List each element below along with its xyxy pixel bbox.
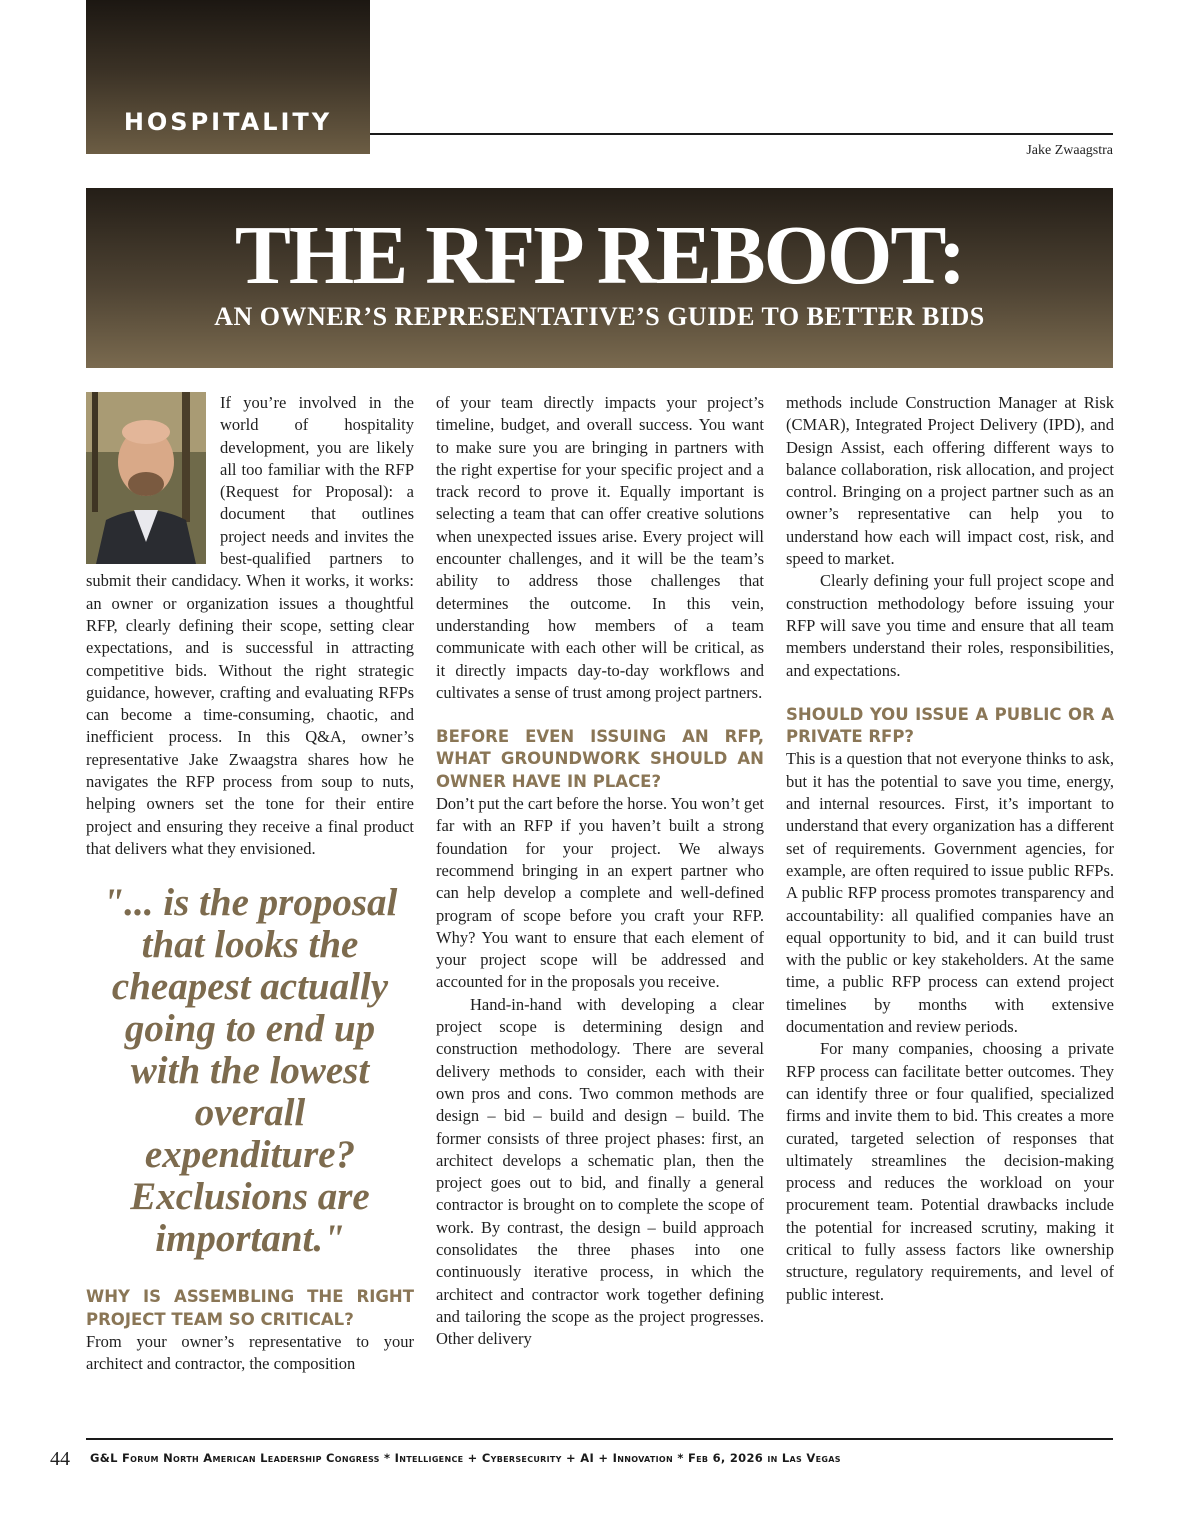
answer-paragraph: of your team directly impacts your project’s timeline, budget, and overall success. You want to make sure you are bringing in partners with the right expertise for your specific project and a track record to prove it. Equally important is selecting a team that can offer creative solutions when unexpected issues arise. Every project will encounter challenges, and it will be the team’s ability to address those challenges that determines the outcome. In this vein, understanding how members of a team communicate with each other will be critical, as it directly impacts day-to-day workflows and cultivates a sense of trust among project partners.: [436, 393, 764, 702]
answer-paragraph: methods include Construction Manager at Risk (CMAR), Integrated Project Delivery (IPD), and Design Assist, each offering different ways to balance collaboration, risk allocation, and project control. Bringing on a project partner such as an owner’s representative can help you to understand how each will impact cost, risk, and speed to market.: [786, 393, 1114, 569]
author-byline: Jake Zwaagstra: [1026, 143, 1113, 158]
answer-paragraph: This is a question that not everyone thinks to ask, but it has the potential to save you time, energy, and internal resources. First, it’s important to understand that every organization has a different set of requirements. Government agencies, for example, are often required to issue public RFPs. A public RFP process promotes transparency and accountability: all qualified companies have an equal opportunity to bid, and it can build trust with the public or key stakeholders. At the same time, a public RFP process can extend project timelines by months with extensive documentation and review periods.: [786, 749, 1114, 1037]
question-heading-3: SHOULD YOU ISSUE A PUBLIC OR A PRIVATE RFP?: [786, 704, 1114, 747]
column-1: [86, 392, 414, 1375]
page-number: 44: [50, 1448, 70, 1470]
footer-text: G&L Forum North American Leadership Congress * Intelligence + Cybersecurity + AI + Innovation * Feb 6, 2026 in Las Vegas: [90, 1451, 841, 1465]
title-banner: [86, 188, 1113, 368]
article-title: THE RFP REBOOT:: [234, 209, 965, 302]
answer-paragraph: From your owner’s representative to your architect and contractor, the composition: [86, 1331, 414, 1374]
answer-paragraph: Clearly defining your full project scope and construction methodology before issuing your RFP will save you time and ensure that all team members understand their roles, responsibilities, and expectations.: [786, 571, 1114, 680]
column-3: [786, 392, 1114, 1306]
author-photo: [86, 392, 206, 564]
column-2: [436, 392, 764, 1350]
article-subtitle: AN OWNER’S REPRESENTATIVE’S GUIDE TO BETTER BIDS: [214, 302, 985, 331]
footer-rule: [86, 1438, 1113, 1440]
pull-quote: "... is the proposal that looks the cheapest actually going to end up with the lowest overall expenditure? Exclusions are important.": [102, 881, 398, 1261]
answer-paragraph: For many companies, choosing a private RFP process can facilitate better outcomes. They can identify three or four qualified, specialized firms and invite them to bid. This creates a more curated, targeted selection of responses that ultimately streamlines the decision-making process and reduces the workload on your procurement team. Potential drawbacks include the potential for increased scrutiny, making it critical to fully assess factors like ownership structure, regulatory requirements, and level of public interest.: [786, 1039, 1114, 1304]
question-heading-2: BEFORE EVEN ISSUING AN RFP, WHAT GROUNDWORK SHOULD AN OWNER HAVE IN PLACE?: [436, 727, 764, 791]
answer-paragraph: Hand-in-hand with developing a clear project scope is determining design and construction methodology. There are several delivery methods to consider, each with their own pros and cons. Two common methods are design – bid – build and design – build. The former consists of three project phases: first, an architect develops a schematic plan, then the project goes out to bid, and finally a general contractor is brought on to complete the scope of work. By contrast, the design – build approach consolidates the three phases into one continuously iterative process, in which the architect and contractor work together defining and tailoring the scope as the project progresses. Other delivery: [436, 994, 764, 1349]
question-heading-1: WHY IS ASSEMBLING THE RIGHT PROJECT TEAM SO CRITICAL?: [86, 1287, 414, 1329]
header-rule: [370, 133, 1113, 135]
answer-paragraph: Don’t put the cart before the horse. You won’t get far with an RFP if you haven’t built a strong foundation for your project. We always recommend bringing in an expert partner who can help develop a complete and well-defined program of scope before you craft your RFP. Why? You want to ensure that each element of your project scope will be addressed and accounted for in the proposals you receive.: [436, 794, 764, 992]
section-tab: [86, 0, 370, 154]
section-label: HOSPITALITY: [123, 108, 333, 136]
intro-paragraph: If you’re involved in the world of hospitality development, you are likely all too familiar with the RFP (Request for Proposal): a document that outlines project needs and invites the best-qualified partners to submit their candidacy. When it works, it works: an owner or organization issues a thoughtful RFP, clearly defining their scope, setting clear expectations, and is successful in attracting competitive bids. Without the right strategic guidance, however, crafting and evaluating RFPs can become a time-consuming, chaotic, and inefficient process. In this Q&A, owner’s representative Jake Zwaagstra shares how he navigates the RFP process from soup to nuts, helping owners set the tone for their entire project and ensuring they receive a final product that delivers what they envisioned.: [86, 393, 414, 858]
